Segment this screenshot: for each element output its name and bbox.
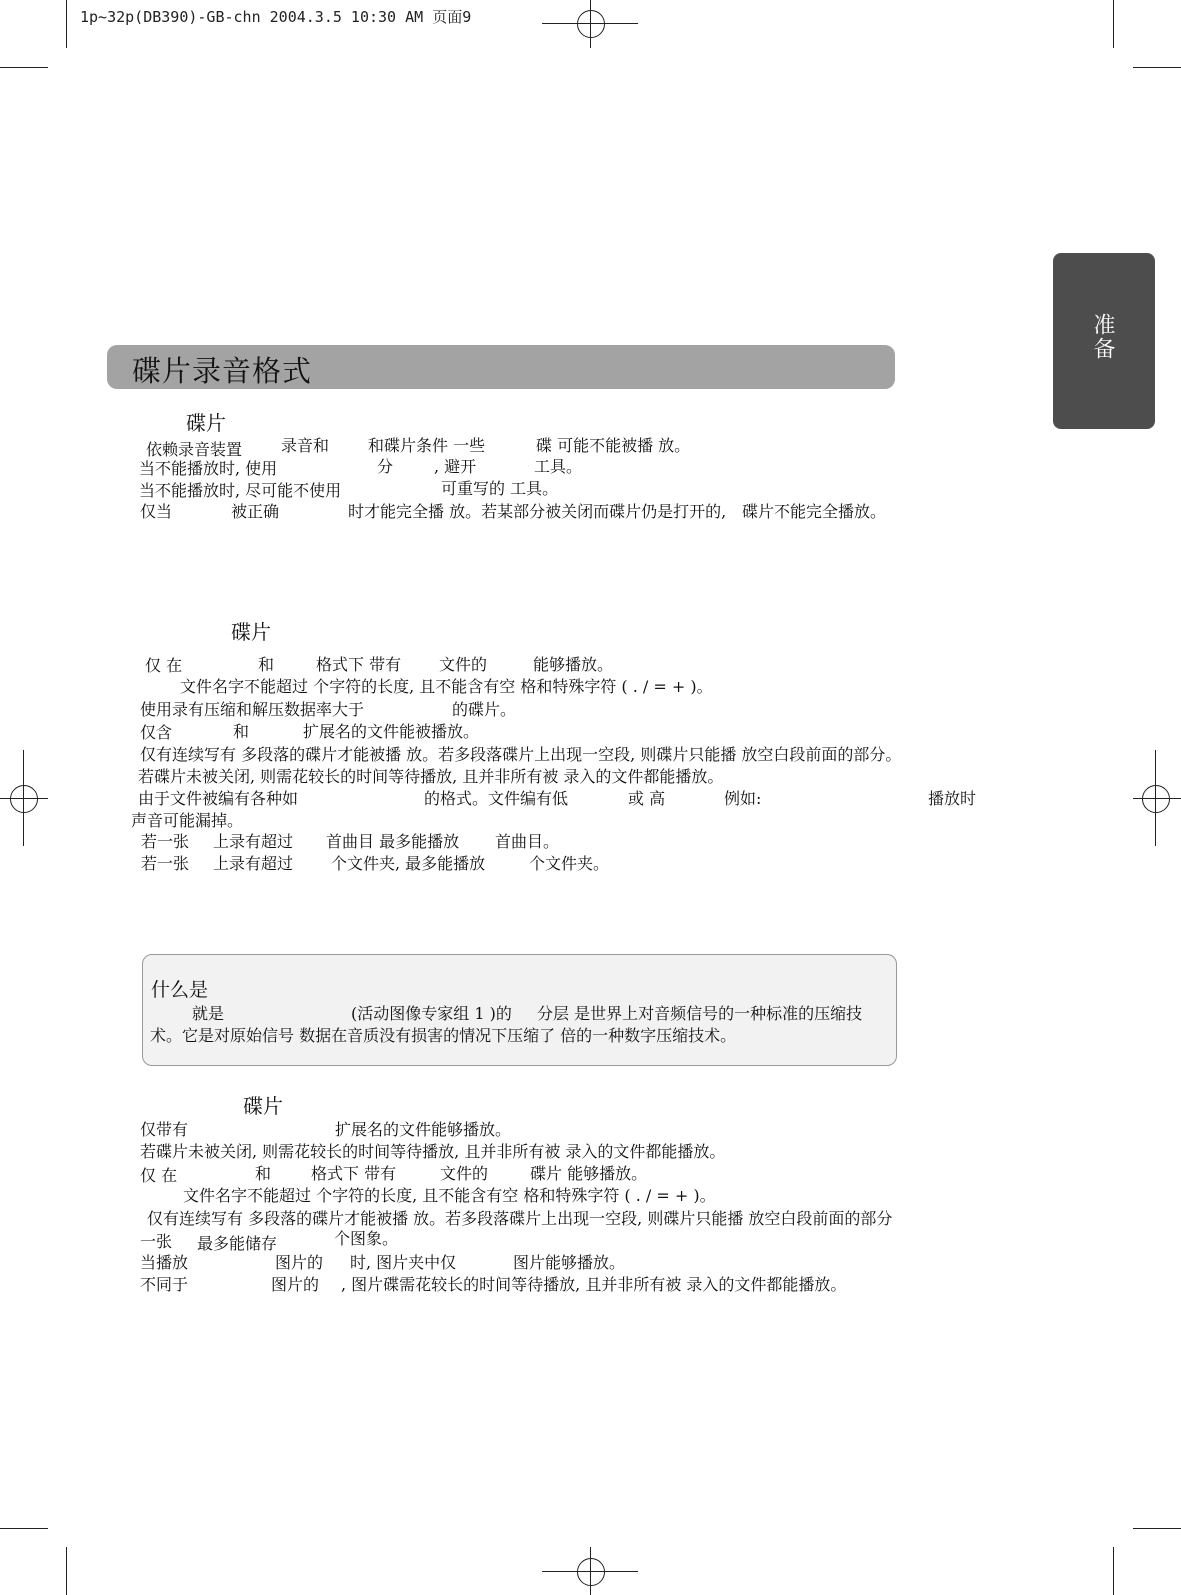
text-segment: 若一张 <box>141 832 190 851</box>
text-segment: 图片的 <box>275 1253 324 1272</box>
text-segment: 仅有连续写有 多段落的碟片才能被播 放。若多段落碟片上出现一空段, 则碟片只能播 放空白段前面的部分 <box>147 1209 893 1228</box>
section-2-heading: 碟片 <box>231 620 271 644</box>
text-segment: 扩展名的文件能被播放。 <box>303 722 480 741</box>
text-segment: 个图象。 <box>334 1229 399 1248</box>
text-segment: 例如: <box>724 789 762 808</box>
text-segment: , 图片碟需花较长的时间等待播放, 且并非所有被 录入的文件都能播放。 <box>341 1275 847 1294</box>
text-segment: 格式下 带有 <box>316 655 402 674</box>
crop-mark <box>0 1528 48 1529</box>
crop-mark <box>1113 1547 1114 1595</box>
crop-mark <box>0 67 48 68</box>
text-segment: 图片的 <box>271 1275 320 1294</box>
text-segment: 最多能储存 <box>197 1234 278 1253</box>
page-title-bar <box>107 345 895 389</box>
text-segment: 若碟片未被关闭, 则需花较长的时间等待播放, 且并非所有被 录入的文件都能播放。 <box>138 767 724 786</box>
text-segment: 碟片 能够播放。 <box>530 1164 648 1183</box>
text-segment: 若碟片未被关闭, 则需花较长的时间等待播放, 且并非所有被 录入的文件都能播放。 <box>140 1142 726 1161</box>
text-segment: 时才能完全播 放。若某部分被关闭而碟片仍是打开的, <box>348 502 727 521</box>
text-segment: 文件名字不能超过 个字符的长度, 且不能含有空 格和特殊字符 ( . / = + )。 <box>180 677 713 696</box>
text-segment: 工具。 <box>534 457 583 476</box>
text-segment: 仅带有 <box>140 1120 189 1139</box>
text-segment: 仅 在 <box>145 656 183 675</box>
text-segment: 的格式。文件编有低 <box>424 789 569 808</box>
text-segment: 的碟片。 <box>452 700 517 719</box>
text-segment: 可重写的 工具。 <box>441 479 559 498</box>
text-segment: 首曲目 最多能播放 <box>326 832 460 851</box>
text-segment: 和碟片条件 一些 <box>368 436 486 455</box>
text-segment: 和 <box>255 1164 272 1183</box>
text-segment: , 避开 <box>434 457 477 476</box>
text-segment: 由于文件被编有各种如 <box>138 789 299 808</box>
section-1-heading: 碟片 <box>186 411 226 435</box>
text-segment: (活动图像专家组 1 )的 <box>351 1004 512 1023</box>
text-segment: 声音可能漏掉。 <box>131 811 244 830</box>
text-segment: 首曲目。 <box>495 832 560 851</box>
text-segment: 当不能播放时, 使用 <box>139 459 278 478</box>
text-segment: 当播放 <box>140 1253 189 1272</box>
text-segment: 被正确 <box>231 502 280 521</box>
side-tab-label: 准备 <box>1090 313 1115 361</box>
text-segment: 时, 图片夹中仅 <box>350 1253 457 1272</box>
print-header: 1p~32p(DB390)-GB-chn 2004.3.5 10:30 AM 页面9 <box>80 8 472 26</box>
text-segment: 个文件夹, 最多能播放 <box>331 854 486 873</box>
text-segment: 术。它是对原始信号 数据在音质没有损害的情况下压缩了 倍的一种数字压缩技术。 <box>150 1026 737 1045</box>
text-segment: 分 <box>377 457 394 476</box>
text-segment: 文件名字不能超过 个字符的长度, 且不能含有空 格和特殊字符 ( . / = + )。 <box>183 1186 716 1205</box>
text-segment: 个文件夹。 <box>529 854 610 873</box>
text-segment: 依赖录音装置 <box>146 440 243 459</box>
text-segment: 图片能够播放。 <box>513 1253 626 1272</box>
text-segment: 和 <box>233 722 250 741</box>
text-segment: 和 <box>258 655 275 674</box>
text-segment: 仅当 <box>140 502 173 521</box>
crop-mark <box>1113 0 1114 48</box>
page-title: 碟片录音格式 <box>132 354 313 388</box>
note-title: 什么是 <box>151 979 209 1001</box>
text-segment: 文件的 <box>439 655 488 674</box>
text-segment: 碟 可能不能被播 放。 <box>536 436 691 455</box>
text-segment: 不同于 <box>140 1275 189 1294</box>
text-segment: 使用录有压缩和解压数据率大于 <box>140 700 365 719</box>
text-segment: 上录有超过 <box>213 832 294 851</box>
crop-mark <box>66 0 67 48</box>
text-segment: 仅有连续写有 多段落的碟片才能被播 放。若多段落碟片上出现一空段, 则碟片只能播 放空白段前面的部分。 <box>140 745 902 764</box>
text-segment: 若一张 <box>141 854 190 873</box>
section-3-heading: 碟片 <box>243 1094 283 1118</box>
text-segment: 就是 <box>192 1004 225 1023</box>
side-tab <box>1053 253 1155 429</box>
text-segment: 当不能播放时, 尽可能不使用 <box>139 481 342 500</box>
text-segment: 录音和 <box>281 436 330 455</box>
text-segment: 播放时 <box>928 789 977 808</box>
crop-mark <box>1133 1528 1181 1529</box>
text-segment: 一张 <box>140 1232 173 1251</box>
text-segment: 文件的 <box>440 1164 489 1183</box>
crop-mark <box>1133 67 1181 68</box>
text-segment: 分层 是世界上对音频信号的一种标准的压缩技 <box>537 1004 863 1023</box>
text-segment: 或 高 <box>628 789 666 808</box>
text-segment: 碟片不能完全播放。 <box>742 502 887 521</box>
crop-mark <box>66 1547 67 1595</box>
text-segment: 上录有超过 <box>213 854 294 873</box>
text-segment: 格式下 带有 <box>311 1164 397 1183</box>
text-segment: 仅 在 <box>140 1166 178 1185</box>
text-segment: 扩展名的文件能够播放。 <box>335 1120 512 1139</box>
text-segment: 仅含 <box>140 723 173 742</box>
text-segment: 能够播放。 <box>533 655 614 674</box>
